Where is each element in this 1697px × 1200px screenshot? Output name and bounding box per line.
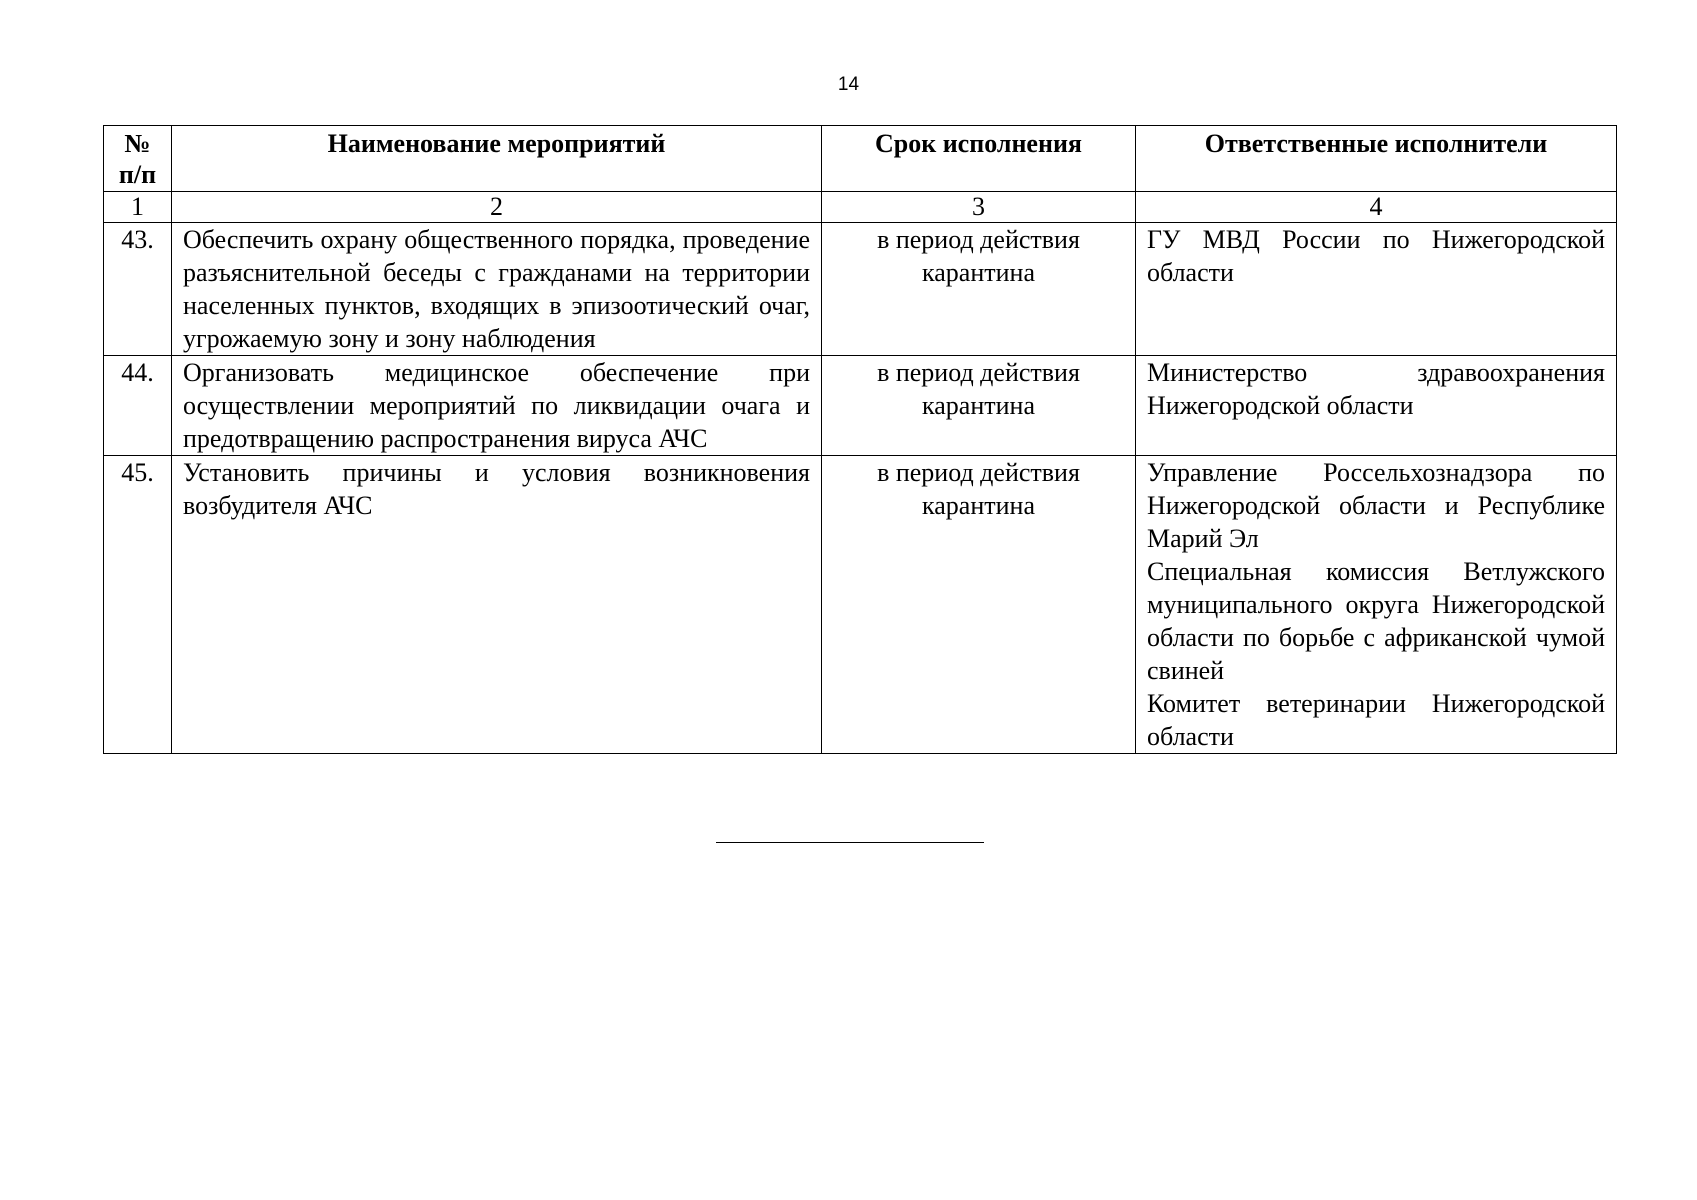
header-name: Наименование мероприятий bbox=[172, 126, 822, 192]
column-number: 3 bbox=[822, 192, 1136, 223]
term-text: в период действия bbox=[877, 458, 1080, 487]
header-responsible: Ответственные исполнители bbox=[1136, 126, 1617, 192]
responsible-cell bbox=[1136, 356, 1617, 456]
column-number: 2 bbox=[172, 192, 822, 223]
column-number: 1 bbox=[104, 192, 172, 223]
responsible-entry: Управление Россельхознадзора по Нижегородской области и Республике Марий Эл bbox=[1147, 458, 1605, 553]
term-text: карантина bbox=[922, 491, 1035, 520]
responsible-entry: Комитет ветеринарии Нижегородской области bbox=[1147, 689, 1605, 751]
page-number: 14 bbox=[837, 74, 860, 95]
table-row bbox=[104, 456, 1617, 754]
measure-name: Установить причины и условия возникновения возбудителя АЧС bbox=[172, 456, 822, 754]
responsible-entry: Министерство здравоохранения Нижегородской области bbox=[1147, 358, 1605, 420]
responsible-entry: ГУ МВД России по Нижегородской области bbox=[1147, 225, 1605, 287]
term-cell bbox=[822, 456, 1136, 754]
header-number: № п/п bbox=[104, 126, 172, 192]
responsible-entry: Специальная комиссия Ветлужского муниципального округа Нижегородской области по борьбе с африканской чумой свиней bbox=[1147, 557, 1605, 685]
term-text: карантина bbox=[922, 391, 1035, 420]
row-number: 44. bbox=[104, 356, 172, 456]
row-number: 45. bbox=[104, 456, 172, 754]
term-text: в период действия bbox=[877, 225, 1080, 254]
column-number: 4 bbox=[1136, 192, 1617, 223]
term-text: в период действия bbox=[877, 358, 1080, 387]
end-of-document-rule bbox=[716, 842, 984, 843]
table-row bbox=[104, 356, 1617, 456]
measure-name: Обеспечить охрану общественного порядка, проведение разъяснительной беседы с гражданами на территории населенных пунктов, входящих в эпизоотический очаг, угрожаемую зону и зону наблюдения bbox=[172, 223, 822, 356]
term-cell bbox=[822, 223, 1136, 356]
column-numbers-row bbox=[104, 192, 1617, 223]
responsible-cell bbox=[1136, 456, 1617, 754]
table-row bbox=[104, 223, 1617, 356]
measures-table bbox=[103, 125, 1617, 754]
header-term: Срок исполнения bbox=[822, 126, 1136, 192]
term-text: карантина bbox=[922, 258, 1035, 287]
table-header-row bbox=[104, 126, 1617, 192]
term-cell bbox=[822, 356, 1136, 456]
measure-name: Организовать медицинское обеспечение при осуществлении мероприятий по ликвидации очага и предотвращению распространения вируса АЧС bbox=[172, 356, 822, 456]
responsible-cell bbox=[1136, 223, 1617, 356]
row-number: 43. bbox=[104, 223, 172, 356]
